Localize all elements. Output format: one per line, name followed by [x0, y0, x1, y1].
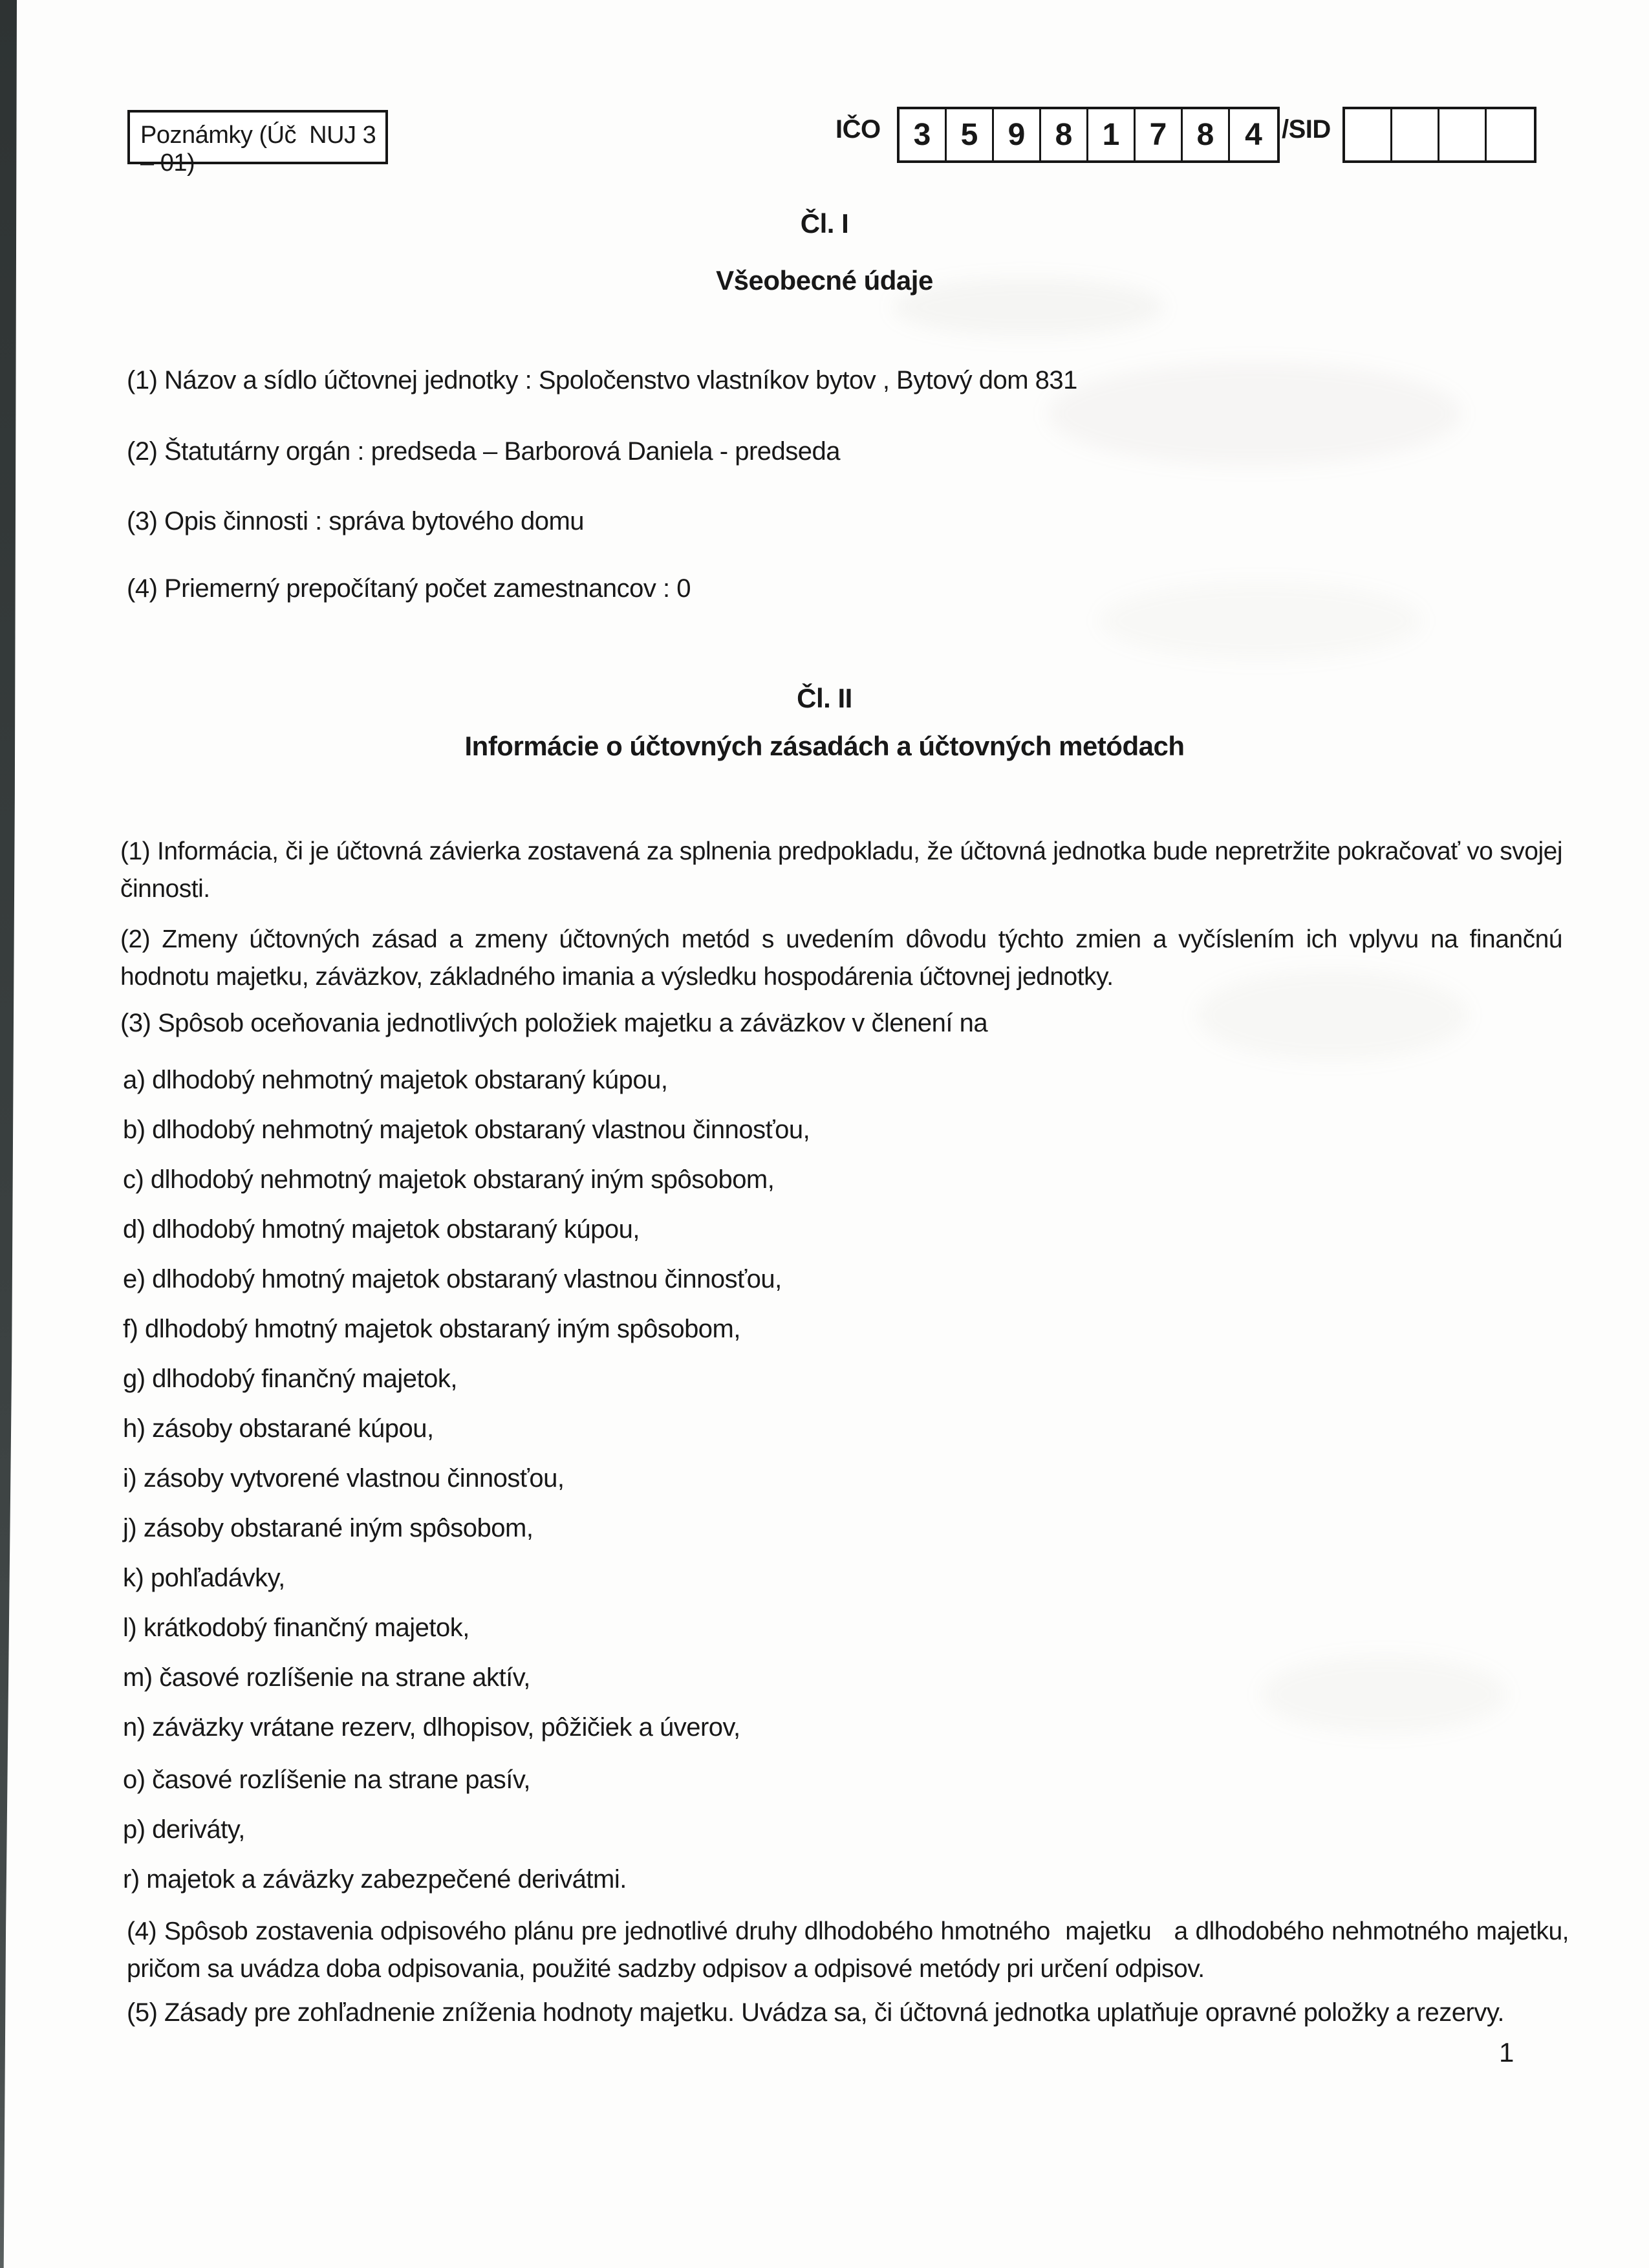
- list-item: m) časové rozlíšenie na strane aktív,: [123, 1663, 530, 1692]
- page-number: 1: [1499, 2037, 1514, 2068]
- list-item: g) dlhodobý finančný majetok,: [123, 1365, 457, 1393]
- ico-digit-cell: 7: [1136, 109, 1183, 160]
- scan-artifact: [1261, 1656, 1507, 1733]
- list-item: d) dlhodobý hmotný majetok obstaraný kúpou,: [123, 1215, 640, 1244]
- list-item: f) dlhodobý hmotný majetok obstaraný iným spôsobom,: [123, 1315, 740, 1343]
- list-item: o) časové rozlíšenie na strane pasív,: [123, 1766, 530, 1794]
- scan-artifact: [1048, 362, 1461, 466]
- ico-digit-cell: 8: [1183, 109, 1230, 160]
- article1-item: (3) Opis činnosti : správa bytového domu: [127, 507, 585, 535]
- ico-digit-cell: 1: [1088, 109, 1136, 160]
- ico-digit-cell: 4: [1245, 118, 1262, 152]
- article2-paragraph: (5) Zásady pre zohľadnenie zníženia hodnoty majetku. Uvádza sa, či účtovná jednotka uplatňuje opravné položky a rezervy.: [127, 1998, 1504, 2027]
- article2-paragraph: (3) Spôsob oceňovania jednotlivých položiek majetku a záväzkov v členení na: [120, 1009, 988, 1037]
- ico-digit-cell: 9: [994, 109, 1041, 160]
- list-item: n) záväzky vrátane rezerv, dlhopisov, pôžičiek a úverov,: [123, 1713, 740, 1742]
- ico-digit-cell: 5: [947, 109, 994, 160]
- ico-label: IČO: [835, 115, 881, 144]
- article2-paragraph: (1) Informácia, či je účtovná závierka zostavená za splnenia predpokladu, že účtovná jednotka bude nepretržite pokračovať vo svojej činnosti.: [120, 837, 1569, 903]
- form-code-box: [127, 110, 388, 177]
- list-item: i) zásoby vytvorené vlastnou činnosťou,: [123, 1464, 565, 1493]
- list-item: e) dlhodobý hmotný majetok obstaraný vlastnou činnosťou,: [123, 1265, 782, 1293]
- form-code-label: Poznámky (Úč NUJ 3 – 01): [140, 122, 383, 177]
- list-item: k) pohľadávky,: [123, 1564, 285, 1592]
- sid-empty-boxes: [1342, 107, 1536, 163]
- article1-title: Čl. I: [800, 208, 849, 239]
- sid-cell: [1487, 109, 1534, 160]
- article1-item: (2) Štatutárny orgán : predseda – Barborová Daniela - predseda: [127, 437, 841, 466]
- article1-item: (1) Názov a sídlo účtovnej jednotky : Spoločenstvo vlastníkov bytov , Bytový dom 831: [127, 366, 1077, 394]
- list-item: r) majetok a záväzky zabezpečené derivátmi.: [123, 1865, 627, 1894]
- list-item: c) dlhodobý nehmotný majetok obstaraný iným spôsobom,: [123, 1165, 775, 1194]
- list-item: a) dlhodobý nehmotný majetok obstaraný kúpou,: [123, 1066, 668, 1094]
- article1-item: (4) Priemerný prepočítaný počet zamestnancov : 0: [127, 574, 691, 603]
- list-item: p) deriváty,: [123, 1815, 245, 1844]
- sid-cell: [1439, 109, 1487, 160]
- article2-title: Čl. II: [797, 683, 852, 713]
- sid-label: /SID: [1282, 115, 1331, 144]
- list-item: h) zásoby obstarané kúpou,: [123, 1414, 434, 1443]
- sid-cell: [1392, 109, 1439, 160]
- list-item: l) krátkodobý finančný majetok,: [123, 1614, 469, 1642]
- scan-artifact: [1099, 582, 1423, 660]
- list-item: j) zásoby obstarané iným spôsobom,: [123, 1514, 534, 1542]
- article2-subtitle: Informácie o účtovných zásadách a účtovných metódach: [464, 731, 1185, 761]
- list-item: b) dlhodobý nehmotný majetok obstaraný vlastnou činnosťou,: [123, 1116, 810, 1144]
- ico-digit-cell: 8: [1041, 109, 1088, 160]
- scan-edge-strip: [0, 0, 17, 2268]
- ico-digit-boxes: [897, 107, 1280, 163]
- sid-cell: [1345, 109, 1392, 160]
- article2-paragraph: (4) Spôsob zostavenia odpisového plánu pre jednotlivé druhy dlhodobého hmotného majetku a dlhodobého nehmotného majetku, pričom sa uvádza doba odpisovania, použité sadzby odpisov a odpisové metódy pri určení odpisov.: [127, 1917, 1576, 1983]
- article1-subtitle: Všeobecné údaje: [716, 265, 933, 296]
- ico-digit-cell: 3: [900, 109, 947, 160]
- article2-paragraph: (2) Zmeny účtovných zásad a zmeny účtovných metód s uvedením dôvodu týchto zmien a vyčíslením ich vplyvu na finančnú hodnotu majetku, záväzkov, základného imania a výsledku hospodárenia účtovnej jednotky.: [120, 925, 1569, 991]
